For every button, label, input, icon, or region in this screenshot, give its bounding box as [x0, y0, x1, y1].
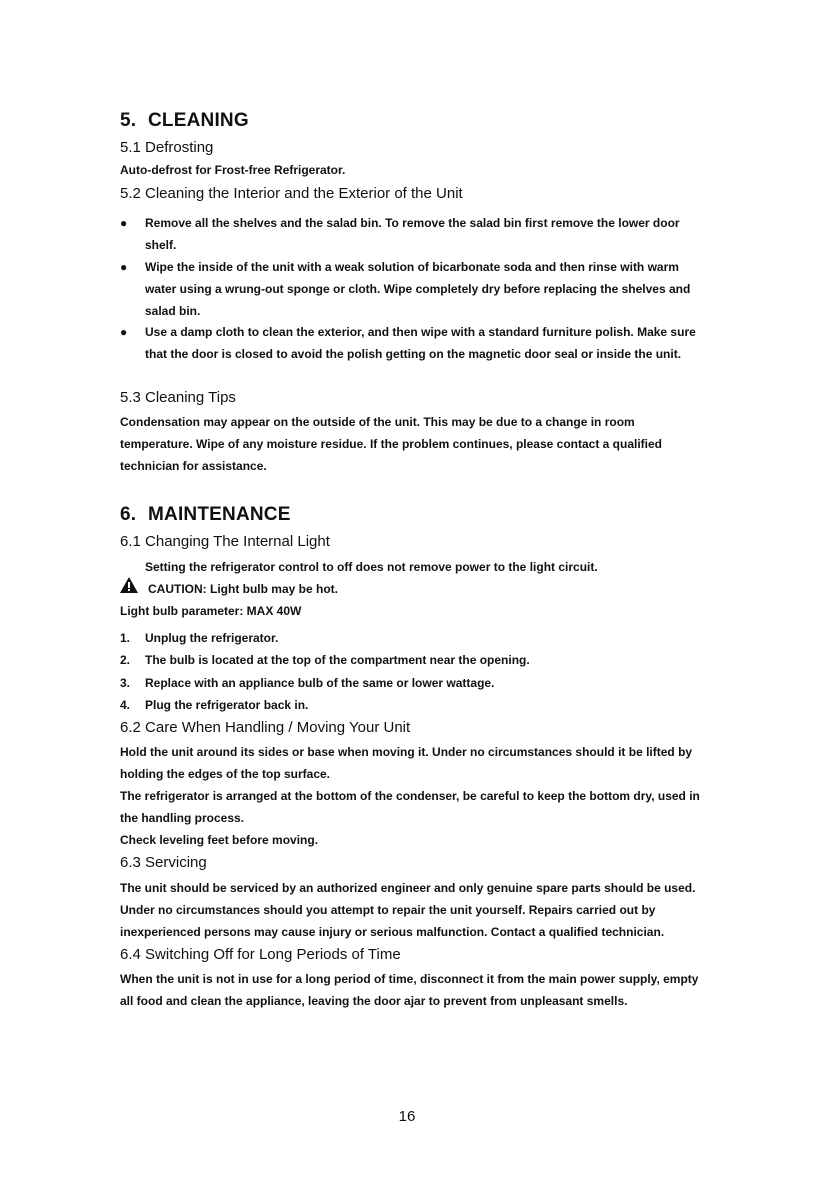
list-item: [120, 672, 700, 694]
step-number: 3.: [120, 676, 131, 690]
paragraph-handling-3: Check leveling feet before moving.: [120, 833, 319, 847]
bullet-text: Remove all the shelves and the salad bin. To remove the salad bin first remove the lower door shelf.: [145, 216, 680, 252]
step-text: Unplug the refrigerator.: [145, 631, 279, 645]
subsection-heading-5-3: 5.3 Cleaning Tips: [120, 389, 236, 406]
subsection-heading-6-3: 6.3 Servicing: [120, 854, 207, 871]
caution-text: CAUTION: Light bulb may be hot.: [148, 582, 338, 596]
page-number: 16: [398, 1108, 416, 1125]
light-bulb-parameter: Light bulb parameter: MAX 40W: [120, 604, 302, 618]
paragraph-handling-2: The refrigerator is arranged at the bottom of the condenser, be careful to keep the bottom dry, used in the handling process.: [120, 789, 700, 825]
step-text: The bulb is located at the top of the compartment near the opening.: [145, 653, 530, 667]
paragraph-switching-off: When the unit is not in use for a long period of time, disconnect it from the main power supply, empty all food and clean the appliance, leaving the door ajar to prevent from unpleasant smells.: [120, 972, 699, 1008]
step-number: 1.: [120, 631, 131, 645]
list-item: [120, 627, 700, 649]
paragraph-defrosting: Auto-defrost for Frost-free Refrigerator.: [120, 163, 346, 177]
step-number: 4.: [120, 698, 131, 712]
warning-triangle-icon: [119, 576, 139, 594]
subsection-heading-6-2: 6.2 Care When Handling / Moving Your Unit: [120, 719, 411, 736]
bullet-icon: ●: [120, 325, 128, 339]
subsection-heading-5-1: 5.1 Defrosting: [120, 139, 214, 156]
section-5-heading: [120, 110, 249, 132]
bullet-icon: ●: [120, 260, 128, 274]
subsection-heading-6-1: 6.1 Changing The Internal Light: [120, 533, 330, 550]
bullet-icon: ●: [120, 216, 128, 230]
step-number: 2.: [120, 653, 131, 667]
list-item: [120, 694, 700, 716]
section-number: 6.: [120, 504, 137, 525]
bullet-item: [120, 212, 700, 256]
list-item: [120, 649, 700, 671]
bullet-text: Wipe the inside of the unit with a weak solution of bicarbonate soda and then rinse with warm water using a wrung-out sponge or cloth. Wipe completely dry before replacing the shelves and salad bin.: [145, 260, 691, 318]
paragraph-handling-1: Hold the unit around its sides or base when moving it. Under no circumstances should it be lifted by holding the edges of the top surface.: [120, 745, 693, 781]
subsection-heading-5-2: 5.2 Cleaning the Interior and the Exterior of the Unit: [120, 185, 463, 202]
light-circuit-note: Setting the refrigerator control to off does not remove power to the light circuit.: [145, 560, 598, 574]
step-text: Replace with an appliance bulb of the same or lower wattage.: [145, 676, 495, 690]
bullet-text: Use a damp cloth to clean the exterior, and then wipe with a standard furniture polish. Make sure that the door is closed to avoid the polish getting on the magnetic door seal or inside the unit.: [145, 325, 696, 361]
section-number: 5.: [120, 110, 137, 131]
step-text: Plug the refrigerator back in.: [145, 698, 309, 712]
paragraph-servicing: The unit should be serviced by an authorized engineer and only genuine spare parts should be used. Under no circumstances should you attempt to repair the unit yourself. Repairs carried out by inexperienced persons may cause injury or serious malfunction. Contact a qualified technician.: [120, 881, 696, 939]
bullet-item: [120, 256, 700, 322]
section-title: MAINTENANCE: [148, 504, 291, 525]
paragraph-cleaning-tips: Condensation may appear on the outside of the unit. This may be due to a change in room temperature. Wipe of any moisture residue. If the problem continues, please contact a qualified technician for assistance.: [120, 415, 663, 473]
section-title: CLEANING: [148, 110, 249, 131]
section-6-heading: [120, 504, 291, 526]
subsection-heading-6-4: 6.4 Switching Off for Long Periods of Time: [120, 946, 401, 963]
bullet-item: [120, 321, 700, 365]
